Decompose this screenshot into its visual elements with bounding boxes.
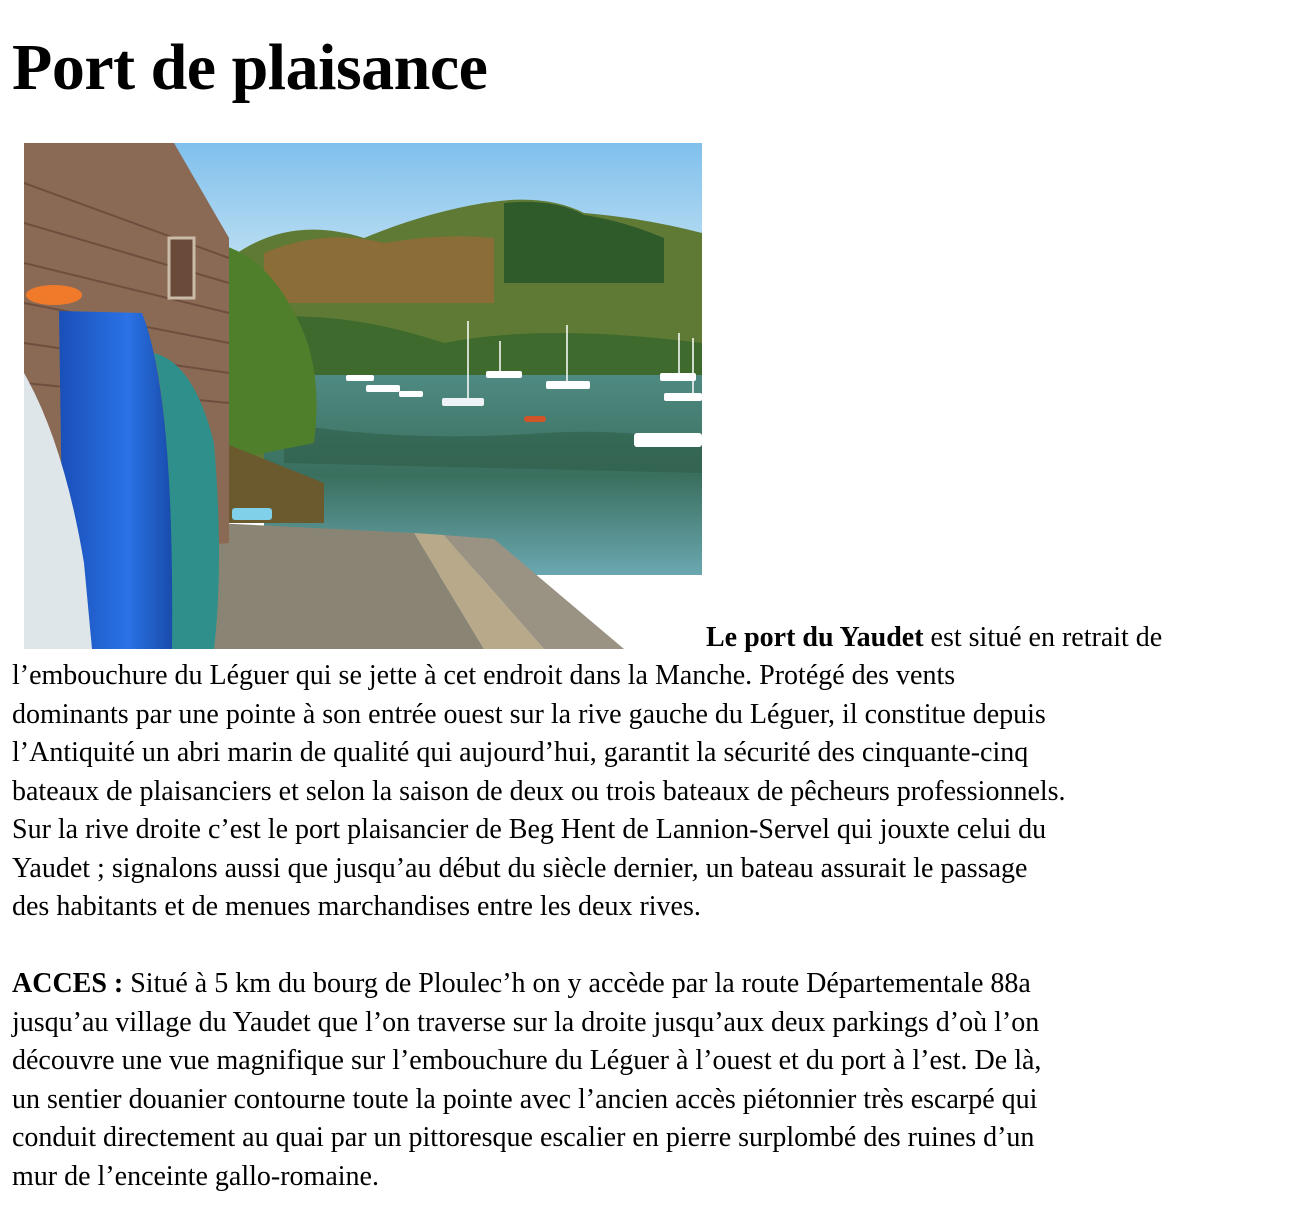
life-ring: [26, 285, 82, 305]
text-line: [12, 965, 1292, 1004]
text-line: l’Antiquité un abri marin de qualité qui aujourd’hui, garantit la sécurité des cinquante-cinq: [12, 737, 1029, 768]
text-line: un sentier douanier contourne toute la pointe avec l’ancien accès piétonnier très escarpé qui: [12, 1083, 1038, 1115]
text-line: mur de l’enceinte gallo-romaine.: [12, 1160, 379, 1192]
intro-line: [706, 619, 1162, 657]
paragraph-access: [12, 965, 1292, 1196]
harbor-photo: [24, 143, 702, 649]
text-line: bateaux de plaisanciers et selon la saison de deux ou trois bateaux de pêcheurs professionnels.: [12, 775, 1066, 807]
text-line: découvre une vue magnifique sur l’embouchure du Léguer à l’ouest et du port à l’est. De là,: [12, 1045, 1042, 1076]
text-line: jusqu’au village du Yaudet que l’on traverse sur la droite jusqu’aux deux parkings d’où l’on: [12, 1006, 1040, 1038]
text-line: Sur la rive droite c’est le port plaisancier de Beg Hent de Lannion-Servel qui jouxte celui du: [12, 814, 1047, 845]
text-line: des habitants et de menues marchandises entre les deux rives.: [12, 891, 701, 922]
intro-bold: Le port du Yaudet: [706, 622, 924, 653]
page-title: Port de plaisance: [12, 31, 488, 104]
text-line: conduit directement au quai par un pittoresque escalier en pierre surplombé des ruines d’un: [12, 1122, 1035, 1153]
intro-rest: est situé en retrait de: [923, 622, 1163, 653]
paragraph-description: [12, 657, 1292, 927]
text-line: dominants par une pointe à son entrée ouest sur la rive gauche du Léguer, il constitue depuis: [12, 698, 1046, 730]
acces-label: ACCES :: [12, 968, 124, 999]
text-line: l’embouchure du Léguer qui se jette à cet endroit dans la Manche. Protégé des vents: [12, 660, 956, 691]
acces-first: Situé à 5 km du bourg de Ploulec’h on y accède par la route Départementale 88a: [123, 968, 1031, 999]
text-line: Yaudet ; signalons aussi que jusqu’au début du siècle dernier, un bateau assurait le passage: [12, 852, 1028, 884]
